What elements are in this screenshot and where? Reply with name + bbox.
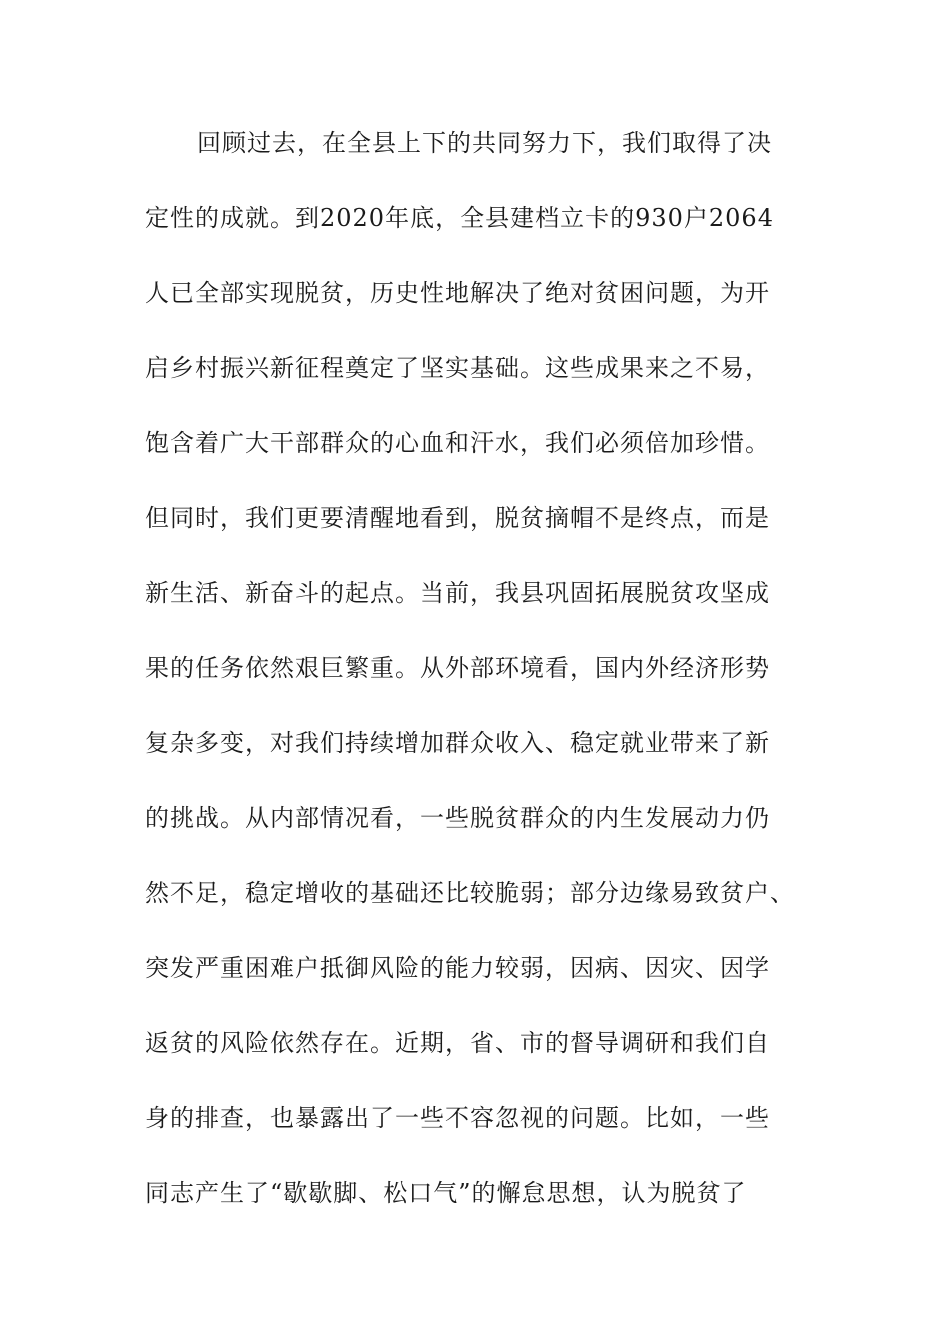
paragraph-line: 返贫的风险依然存在。近期，省、市的督导调研和我们自 (145, 1029, 770, 1057)
paragraph-line: 然不足，稳定增收的基础还比较脆弱；部分边缘易致贫户、 (145, 879, 795, 907)
paragraph-line: 但同时，我们更要清醒地看到，脱贫摘帽不是终点，而是 (145, 504, 770, 532)
paragraph-line: 果的任务依然艰巨繁重。从外部环境看，国内外经济形势 (145, 654, 770, 682)
paragraph-line: 的挑战。从内部情况看，一些脱贫群众的内生发展动力仍 (145, 804, 770, 832)
paragraph-line: 新生活、新奋斗的起点。当前，我县巩固拓展脱贫攻坚成 (145, 579, 770, 607)
paragraph-line: 突发严重困难户抵御风险的能力较弱，因病、因灾、因学 (145, 954, 770, 982)
paragraph-line: 同志产生了“歇歇脚、松口气”的懈怠思想，认为脱贫了 (145, 1179, 747, 1207)
paragraph-line: 饱含着广大干部群众的心血和汗水，我们必须倍加珍惜。 (145, 429, 770, 457)
paragraph-line: 身的排查，也暴露出了一些不容忽视的问题。比如，一些 (145, 1104, 770, 1132)
body-paragraph (145, 118, 805, 1243)
paragraph-line: 人已全部实现脱贫，历史性地解决了绝对贫困问题，为开 (145, 279, 770, 307)
paragraph-line: 定性的成就。到2020年底，全县建档立卡的930户2064 (145, 204, 774, 232)
paragraph-line: 启乡村振兴新征程奠定了坚实基础。这些成果来之不易， (145, 354, 770, 382)
paragraph-line: 复杂多变，对我们持续增加群众收入、稳定就业带来了新 (145, 729, 770, 757)
paragraph-line: 回顾过去，在全县上下的共同努力下，我们取得了决 (197, 129, 772, 157)
